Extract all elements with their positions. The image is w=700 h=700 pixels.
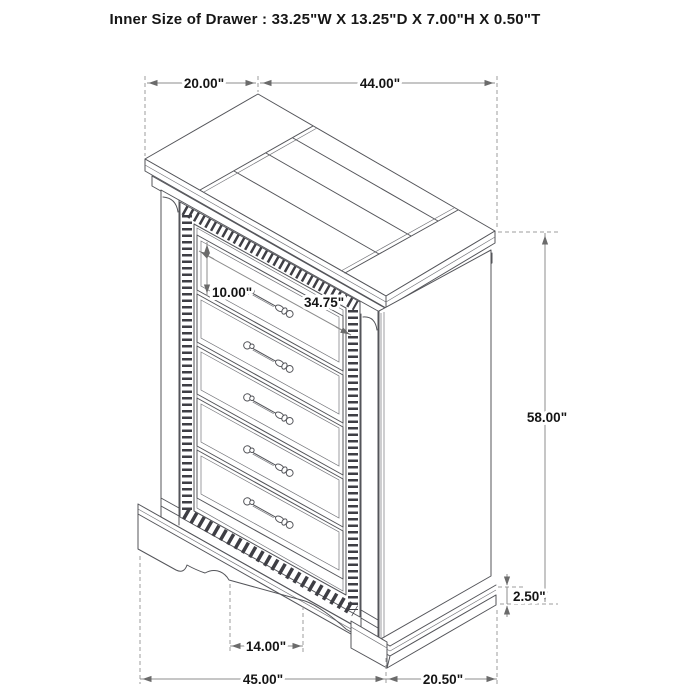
- dim-label-top-depth: 20.00": [183, 76, 225, 91]
- dim-label-drawer-width: 34.75": [304, 295, 345, 310]
- dim-label-drawer-height: 10.00": [212, 285, 253, 300]
- chest-artwork: [138, 94, 496, 668]
- diagram-title: Inner Size of Drawer : 33.25"W X 13.25"D X 7.00"H X 0.50"T: [109, 11, 541, 28]
- dim-label-bottom-depth: 20.50": [422, 672, 464, 687]
- dim-label-base-height: 2.50": [513, 589, 546, 604]
- dim-foot-clearance: [230, 584, 303, 654]
- dim-label-foot-clearance: 14.00": [245, 639, 287, 654]
- dim-label-overall-height: 58.00": [526, 410, 568, 425]
- dim-label-bottom-width: 45.00": [242, 672, 284, 687]
- dim-base-height: [498, 574, 546, 617]
- dim-label-top-width: 44.00": [359, 76, 401, 91]
- dim-overall-height: [498, 232, 567, 604]
